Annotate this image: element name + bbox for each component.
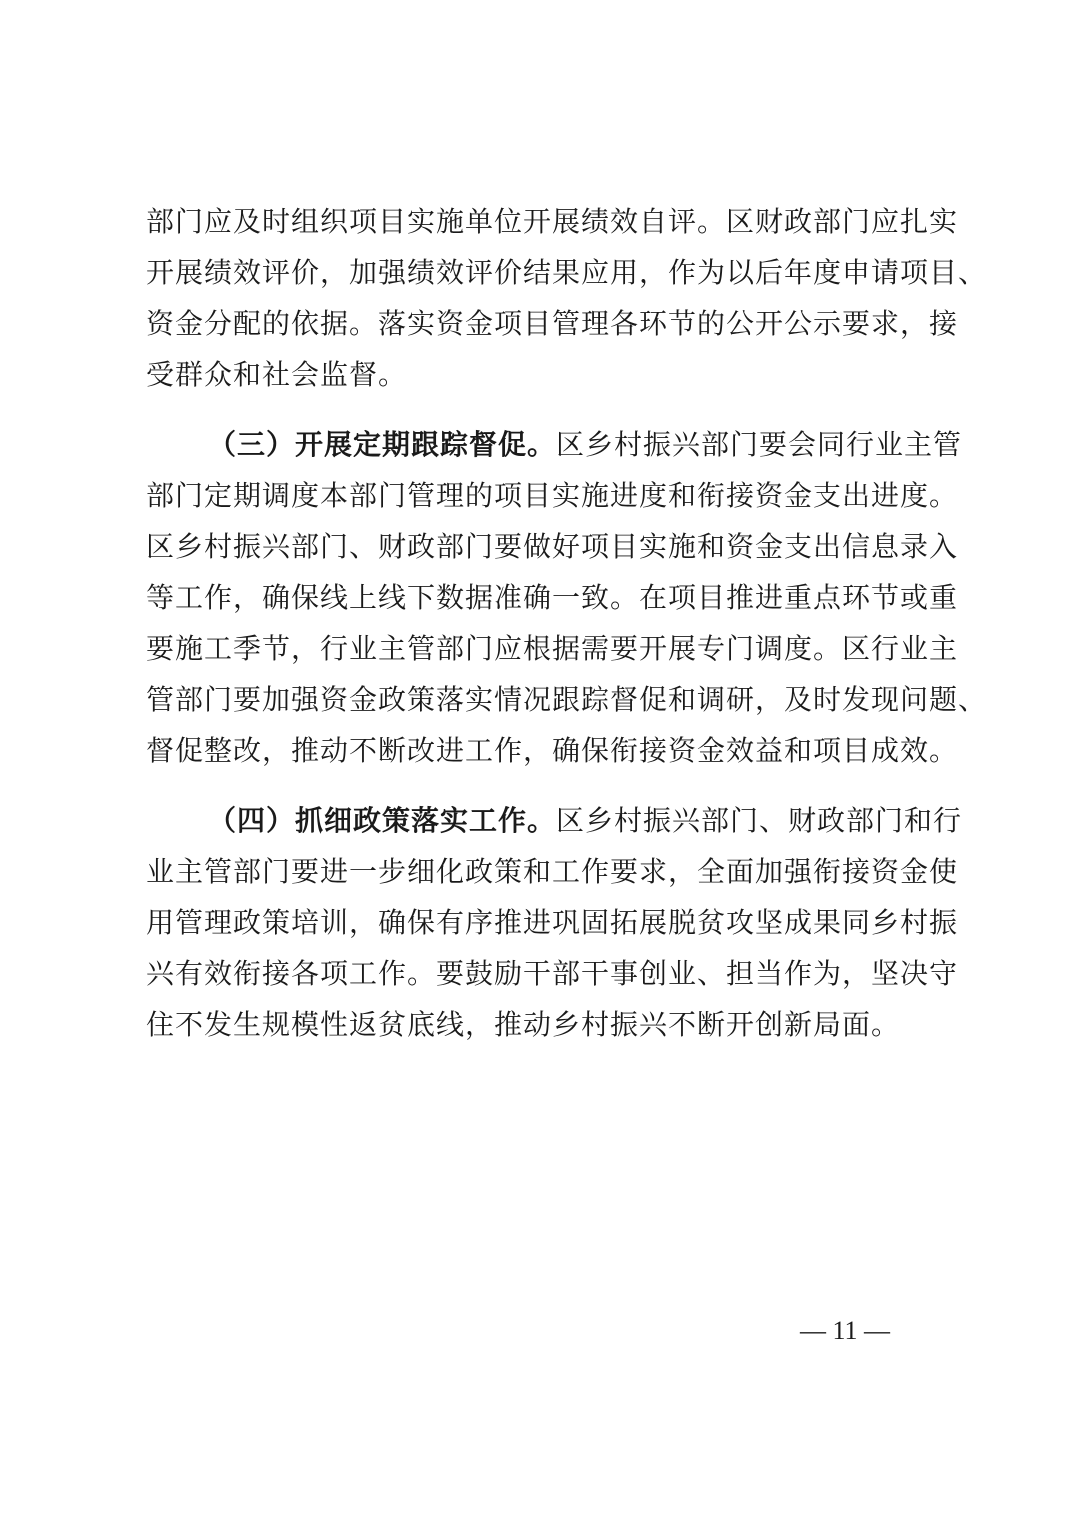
text-line: 住不发生规模性返贫底线，推动乡村振兴不断开创新局面。 (146, 1008, 901, 1041)
text-line: 资金分配的依据。落实资金项目管理各环节的公开公示要求，接 (146, 307, 959, 340)
text-line: 兴有效衔接各项工作。要鼓励干部干事创业、担当作为，坚决守 (146, 957, 959, 990)
text-line: 管部门要加强资金政策落实情况跟踪督促和调研，及时发现问题、 (146, 683, 988, 716)
text-line: 督促整改，推动不断改进工作，确保衔接资金效益和项目成效。 (146, 734, 959, 767)
section-heading-4: （四）抓细政策落实工作。 (208, 804, 557, 837)
document-body (146, 196, 988, 1050)
page-number: — 11 — (800, 1316, 891, 1345)
section-heading-3: （三）开展定期跟踪督促。 (208, 428, 557, 461)
text-line: 用管理政策培训，确保有序推进巩固拓展脱贫攻坚成果同乡村振 (146, 906, 959, 939)
text-line: 业主管部门要进一步细化政策和工作要求，全面加强衔接资金使 (146, 855, 959, 888)
text-line: 区乡村振兴部门、财政部门要做好项目实施和资金支出信息录入 (146, 530, 959, 563)
text-line: 部门定期调度本部门管理的项目实施进度和衔接资金支出进度。 (146, 479, 959, 512)
text-fragment: 区乡村振兴部门、财政部门和行 (556, 804, 963, 837)
paragraph-performance-evaluation (146, 196, 988, 400)
paragraph-policy-implementation (146, 795, 963, 1050)
text-line: 等工作，确保线上线下数据准确一致。在项目推进重点环节或重 (146, 581, 959, 614)
text-line (146, 795, 963, 846)
paragraph-tracking-supervision (146, 419, 988, 776)
text-line (146, 419, 963, 470)
text-line: 要施工季节，行业主管部门应根据需要开展专门调度。区行业主 (146, 632, 959, 665)
text-line: 部门应及时组织项目实施单位开展绩效自评。区财政部门应扎实 (146, 205, 959, 238)
text-line: 受群众和社会监督。 (146, 358, 408, 391)
text-line: 开展绩效评价，加强绩效评价结果应用，作为以后年度申请项目、 (146, 256, 988, 289)
text-fragment: 区乡村振兴部门要会同行业主管 (556, 428, 963, 461)
